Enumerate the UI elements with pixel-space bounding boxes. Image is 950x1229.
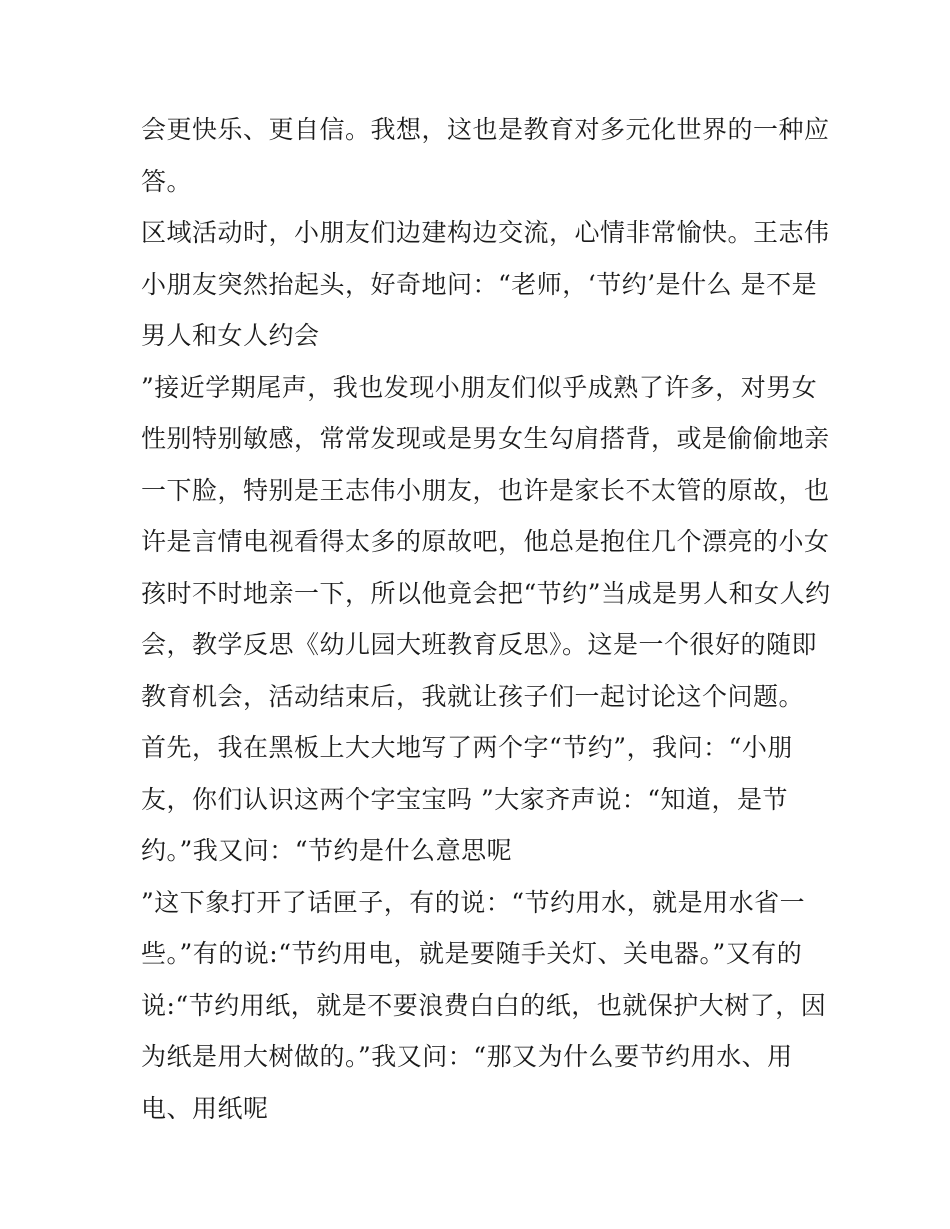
text-line: 电、用纸呢 [141,1093,269,1123]
text-line: ”这下象打开了话匣子，有的说：“节约用水，就是用水省一 [141,887,806,917]
text-line: 男人和女人约会 [141,321,320,350]
text-line: 约。”我又问：“节约是什么意思呢 [141,836,513,865]
body-text [141,104,831,1134]
text-line: 小朋友突然抬起头，好奇地问：“老师，‘节约’是什么 是不是 [141,269,818,299]
text-line: 性别特别敏感，常常发现或是男女生勾肩搭背，或是偷偷地亲 [141,424,830,453]
text-line: 一下脸，特别是王志伟小朋友，也许是家长不太管的原故，也 [141,475,830,505]
text-line: 说:“节约用纸，就是不要浪费白白的纸，也就保护大树了，因 [141,990,827,1020]
text-line: 区域活动时，小朋友们边建构边交流，心情非常愉快。王志伟 [141,218,830,247]
text-line: 会，教学反思《幼儿园大班教育反思》。这是一个很好的随即 [141,630,818,659]
text-line: 些。”有的说:“节约用电，就是要随手关灯、关电器。”又有的 [141,939,803,968]
text-line: 孩时不时地亲一下，所以他竟会把“节约”当成是男人和女人约 [141,578,831,608]
text-line: 友，你们认识这两个字宝宝吗 ”大家齐声说：“知道，是节 [141,784,789,814]
text-line: 会更快乐、更自信。我想，这也是教育对多元化世界的一种应 [141,115,830,144]
text-line: 为纸是用大树做的。”我又问：“那又为什么要节约用水、用 [141,1042,793,1071]
text-line: 许是言情电视看得太多的原故吧，他总是抱住几个漂亮的小女 [141,527,830,556]
text-line: 教育机会，活动结束后，我就让孩子们一起讨论这个问题。 [141,681,805,711]
text-line: ”接近学期尾声，我也发现小朋友们似乎成熟了许多，对男女 [141,372,818,402]
text-line: 首先，我在黑板上大大地写了两个字“节约”，我问：“小朋 [141,733,793,762]
text-line: 答。 [141,166,193,196]
